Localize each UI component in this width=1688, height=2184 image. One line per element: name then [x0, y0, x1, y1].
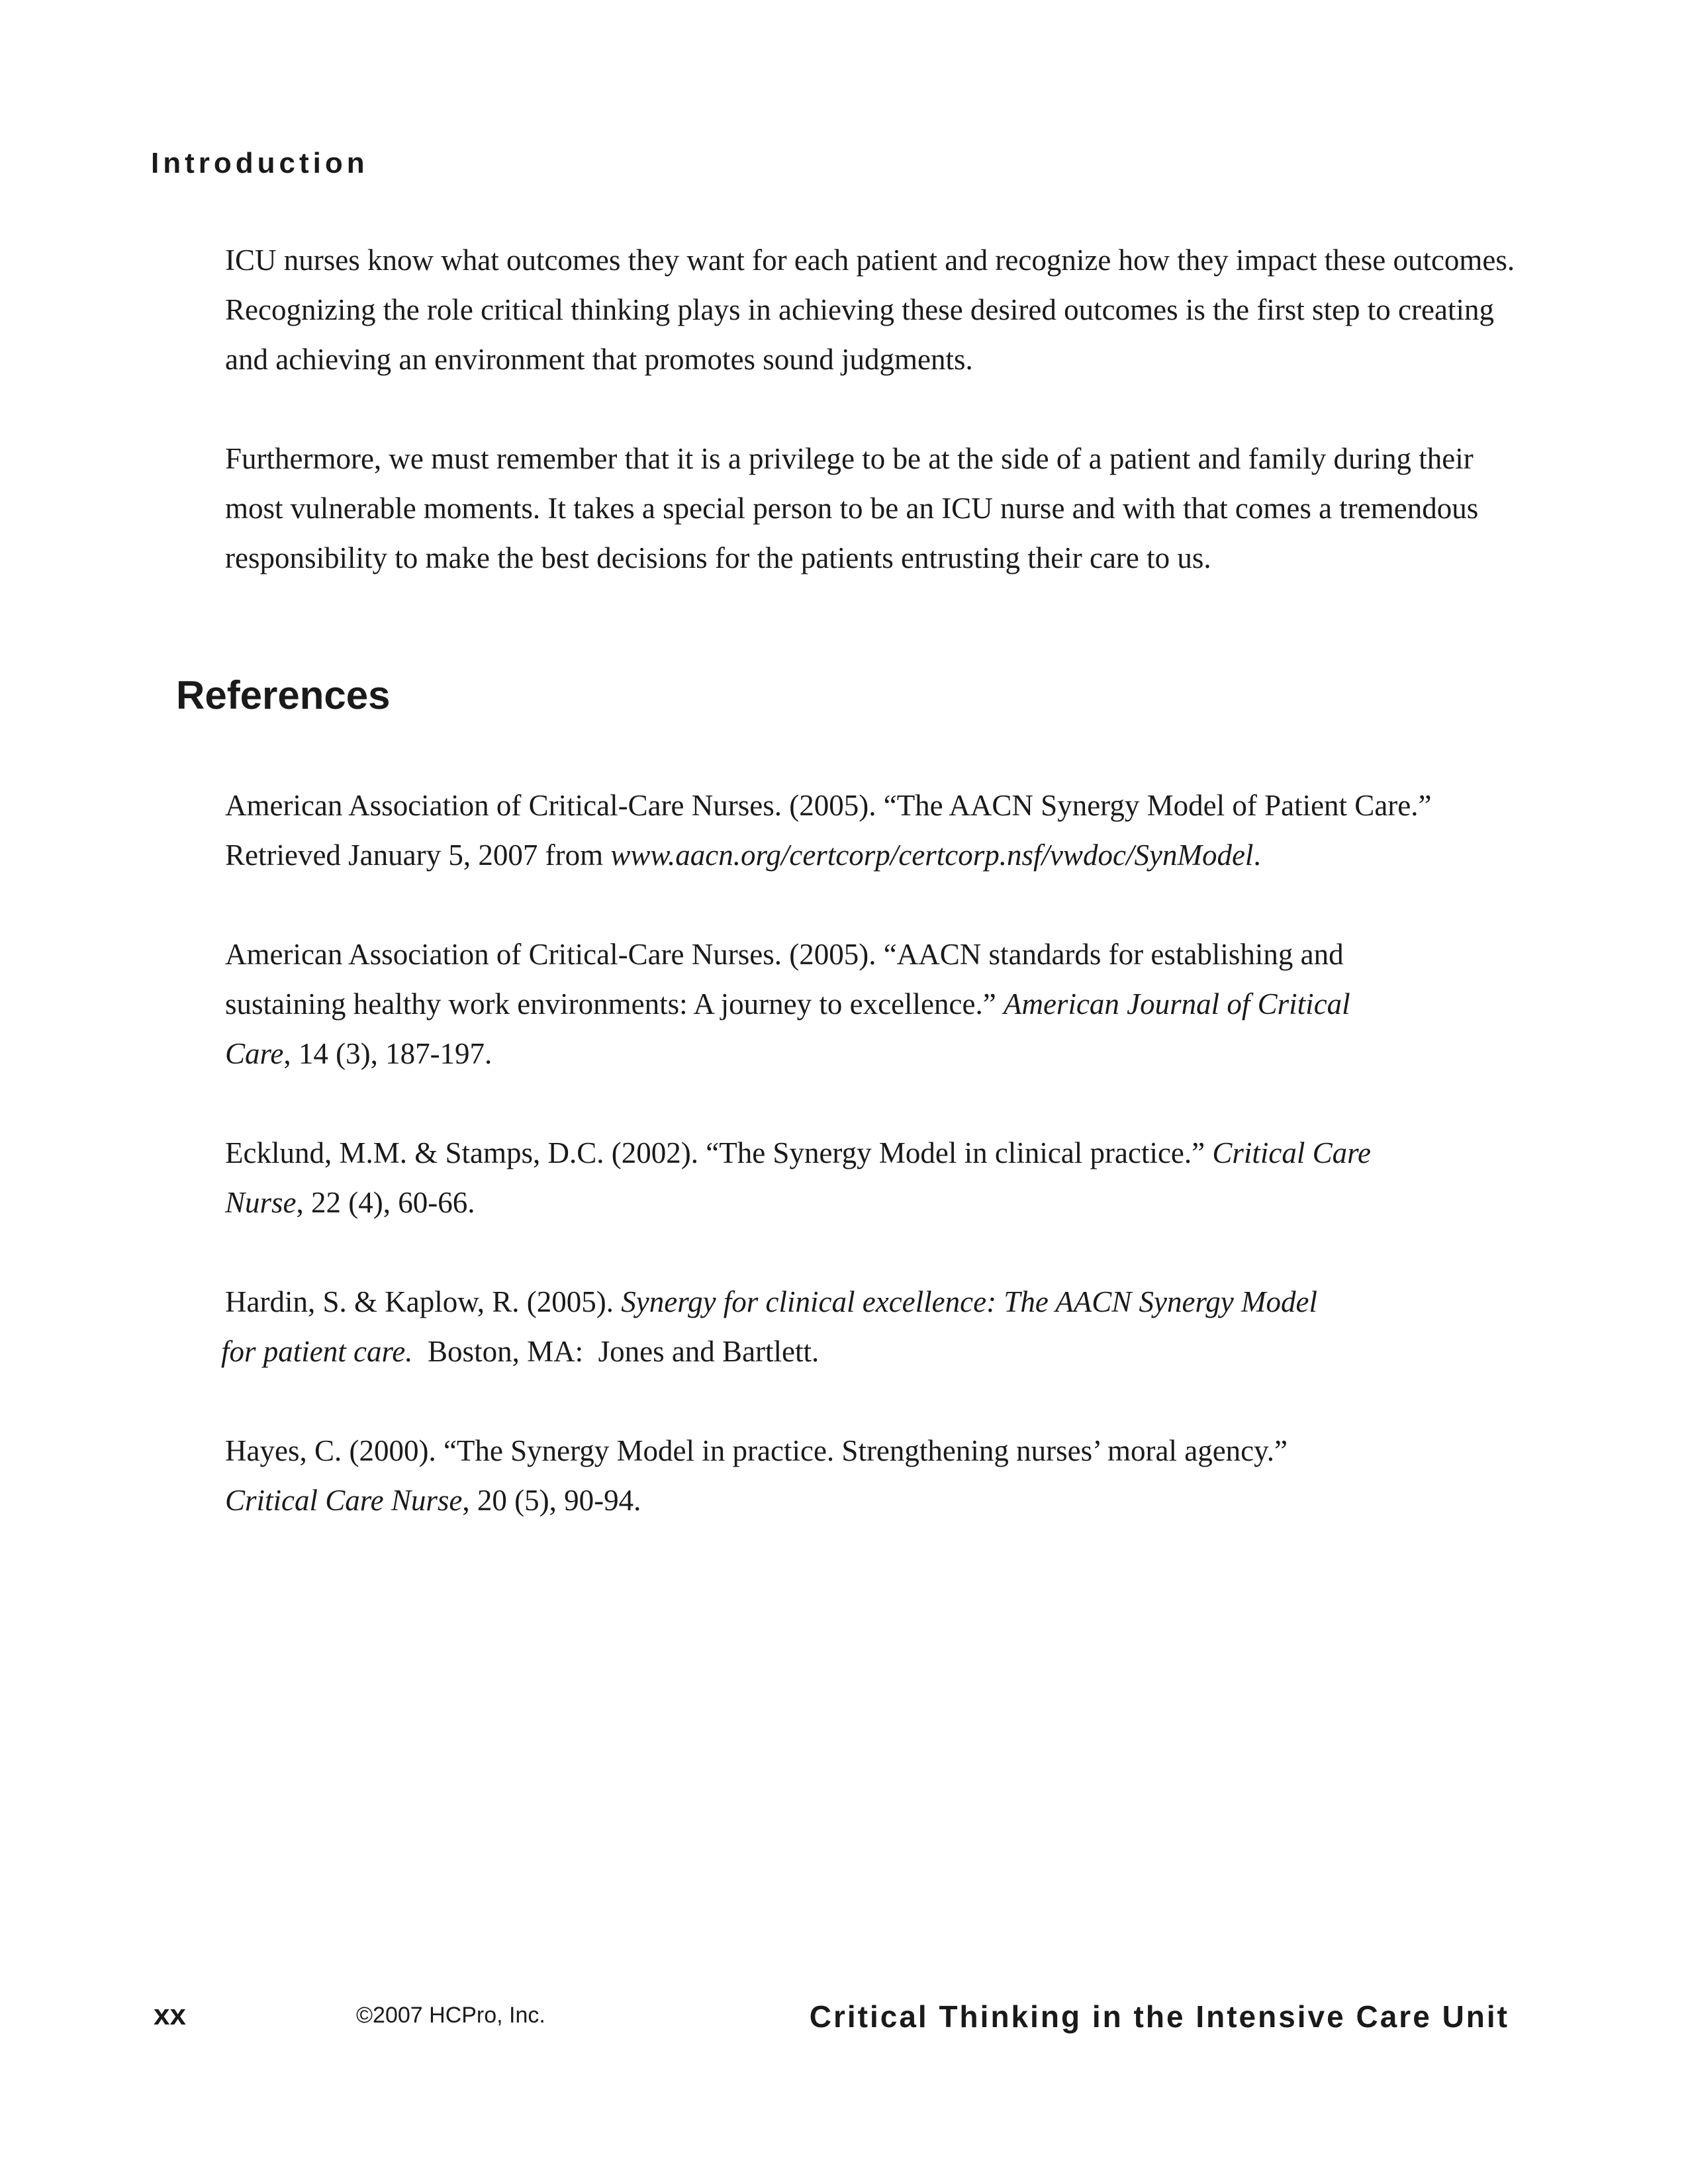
reference-item [225, 781, 1523, 880]
journal-title: Critical Care [1212, 1136, 1371, 1169]
references-heading: References [176, 673, 391, 717]
book-title-footer: Critical Thinking in the Intensive Care Unit [809, 1999, 1509, 2034]
journal-title: Care [225, 1037, 284, 1070]
reference-line: American Association of Critical-Care Nurses. (2005). “The AACN Synergy Model of Patient Care.” [225, 789, 1432, 822]
intro-paragraph: Furthermore, we must remember that it is a privilege to be at the side of a patient and family during their most vulnerable moments. It takes a special person to be an ICU nurse and with that comes a tremendous responsibility to make the best decisions for the patients entrusting their care to us. [225, 442, 1479, 574]
reference-item [225, 1426, 1523, 1525]
book-title: Synergy for clinical excellence: The AACN Synergy Model [621, 1285, 1317, 1318]
reference-line: American Association of Critical-Care Nurses. (2005). “AACN standards for establishing and [225, 938, 1344, 971]
reference-line: Retrieved January 5, 2007 from www.aacn.org/certcorp/certcorp.nsf/vwdoc/SynModel. [225, 839, 1261, 872]
running-head: Introduction [151, 147, 369, 179]
reference-line: Care, 14 (3), 187-197. [225, 1037, 492, 1070]
reference-line: sustaining healthy work environments: A journey to excellence.” American Journal of Critical [225, 987, 1350, 1021]
reference-line: Ecklund, M.M. & Stamps, D.C. (2002). “The Synergy Model in clinical practice.” Critical Care [225, 1136, 1371, 1169]
reference-item [221, 1277, 1523, 1377]
reference-item [225, 1128, 1523, 1228]
page-number: xx [154, 1999, 186, 2031]
intro-paragraph: ICU nurses know what outcomes they want for each patient and recognize how they impact these outcomes. Recognizing the role critical thinking plays in achieving these desired outcomes is the first step to creating and achieving an environment that promotes sound judgments. [225, 244, 1515, 376]
reference-item [225, 930, 1523, 1079]
page-footer [0, 1999, 1688, 2052]
journal-title: Nurse [225, 1186, 297, 1219]
reference-url: www.aacn.org/certcorp/certcorp.nsf/vwdoc/SynModel [610, 839, 1254, 872]
book-title: for patient care. [221, 1335, 413, 1368]
journal-title: American Journal of Critical [1003, 987, 1350, 1021]
reference-line: Nurse, 22 (4), 60-66. [225, 1186, 475, 1219]
journal-title: Critical Care Nurse [225, 1484, 463, 1517]
reference-line: Hardin, S. & Kaplow, R. (2005). Synergy for clinical excellence: The AACN Synergy Model [225, 1285, 1317, 1318]
copyright-notice: ©2007 HCPro, Inc. [356, 2003, 545, 2028]
reference-line: for patient care. Boston, MA: Jones and Bartlett. [221, 1335, 820, 1368]
reference-line: Critical Care Nurse, 20 (5), 90-94. [225, 1484, 641, 1517]
reference-line: Hayes, C. (2000). “The Synergy Model in practice. Strengthening nurses’ moral agency.” [225, 1434, 1288, 1467]
